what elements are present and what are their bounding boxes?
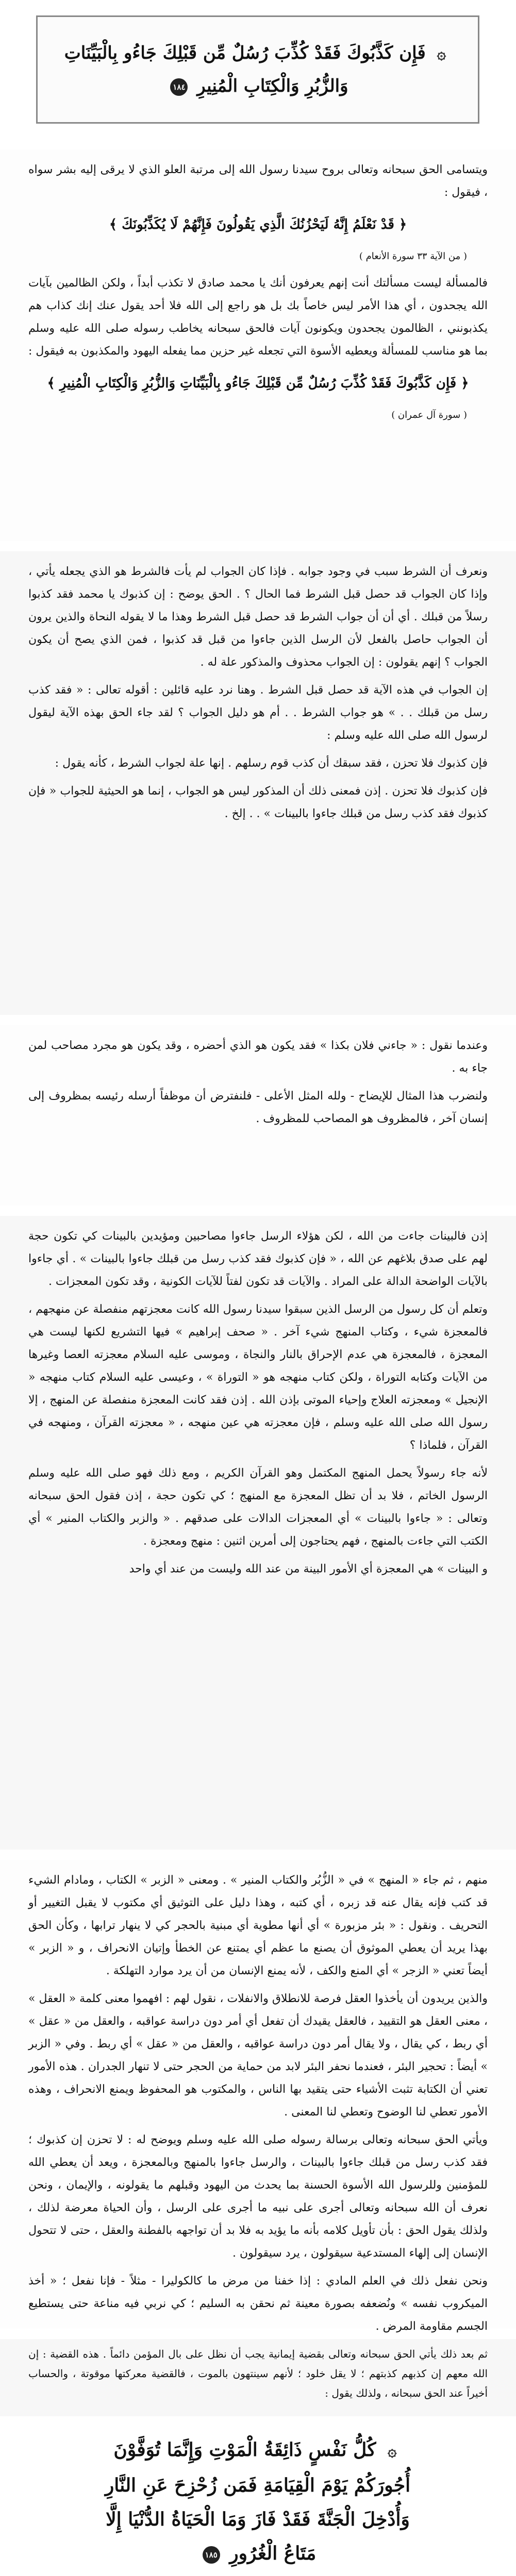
inline-verse: ﴿ قَدْ نَعْلَمُ إِنَّهُ لَيَحْزُنُكَ الَّذِي يَقُولُونَ فَإِنَّهُمْ لَا يُكَذِّبُونَكَ ﴾ [109,217,407,232]
ayah-number-badge: ١٨٥ [203,2546,220,2564]
footer-verse-frame [77,2421,438,2576]
text-block-5 [0,1860,516,2333]
verse-reference: ( من الآية ٣٣ سورة الأنعام ) [359,251,467,262]
paragraph: إذن فالبينات جاءت من الله ، لكن هؤلاء الرسل جاءوا مصاحبين ومؤيدين بالبينات كي تكون حجة لهم على صدق بلاغهم عن الله ، « فإن كذبوك فقد كذب رسل من قبلك جاءوا بالبينات » . أي جاءوا بالآيات الواضحة الدالة على المراد . والآيات قد تكون لفتاً للآيات الكونية ، وقد تكون المعجزات . [28,1230,488,1288]
paragraph: ويتسامى الحق سبحانه وتعالى بروح سيدنا رسول الله إلى مرتبة العلو الذي لا يرقى إليه بشر سواه ، فيقول : [28,163,488,199]
paragraph: إن الجواب في هذه الآية قد حصل قبل الشرط . وهنا نرد عليه قائلين : أقوله تعالى : « فقد كذب رسل من قبلك . . » هو جواب الشرط . . أم هو دليل الجواب ؟ لقد جاء الحق بهذه الآية ليقول لرسول الله صلى الله عليه وسلم : [28,684,488,742]
paragraph: ونحن نفعل ذلك في العلم المادي : إذا خفنا من مرض ما كالكوليرا - مثلاً - فإنا نفعل ؛ « أخذ الميكروب نفسه » ونُضعفه بصورة معينة ثم نحقن به السليم ؛ كي نربي فيه مناعة حتى يستطيع الجسم مقاومة المرض . [28,2275,488,2333]
paragraph: وتعلم أن كل رسول من الرسل الذين سبقوا سيدنا رسول الله كانت معجزتهم منفصلة عن منهجهم ، فالمعجزة شيء ، وكتاب المنهج شيء آخر . « صحف إبراهيم » فيها التشريع لكنها ليست هي المعجزة ، فالمعجزة هي عدم الإحراق بالنار والنجاة ، وموسى عليه السلام معجزته العصا وغيرها من الآيات وكتابه التوراة ، ولكن كتاب منهجه هو « التوراة » ، وعيسى عليه السلام كتاب منهجه « الإنجيل » ومعجزته العلاج وإحياء الموتى بإذن الله . إذن فقد كانت المعجزة منفصلة عن المنهج ، إلا رسول الله صلى الله عليه وسلم ، فإن معجزته هي عين منهجه ، « معجزته القرآن ، ومنهجه في القرآن ، فلماذا ؟ [28,1303,488,1452]
footer-verse-text: كُلُّ نَفْسٍ ذَائِقَةُ الْمَوْتِ وَإِنَّمَا تُوَفَّوْنَ أُجُورَكُمْ يَوْمَ الْقِيَامَةِ فَمَن زُحْزِحَ عَنِ النَّارِ وَأُدْخِلَ الْجَنَّةَ فَقَدْ فَازَ وَمَا الْحَيَاةُ الدُّنْيَا إِلَّا مَتَاعُ الْغُرُورِ [105,2438,411,2564]
paragraph: ولنضرب هذا المثال للإيضاح - ولله المثل الأعلى - فلنفترض أن موظفاً أرسله رئيسه بمظروف إلى إنسان آخر ، فالمظروف هو المصاحب للمظروف . [28,1090,488,1125]
paragraph: ويأتي الحق سبحانه وتعالى برسالة رسوله صلى الله عليه وسلم ويوضح له : لا تحزن إن كذبوك ؛ فقد كذب رسل من قبلك جاءوا بالبينات ، والرسل جاءوا بالمنهج وبالمعجزة ، ويعد أن يعطي الله للمؤمنين وللرسول الله الأسوة الحسنة بما يحدث من اليهود وقبلهم ما يقولونه ، والإيمان ، ونحن نعرف أن الله سبحانه وتعالى أجرى على نبيه ما أجرى على الرسل ، وأن الحياة معرضة لذلك ، ولذلك يقول الحق : بأن تأويل كلامه بأنه ما يؤيد به فلا بد أن تواجهه بالفطنة والعقل ، حتى لا تتحول الإنسان إلى إلهاء المستدعية سيقولون ، يرد سيقولون . [28,2133,488,2260]
header-verse-text: فَإِن كَذَّبُوكَ فَقَدْ كُذِّبَ رُسُلٌ مِّن قَبْلِكَ جَاءُو بِالْبَيِّنَاتِ وَالزُّبُرِ وَالْكِتَابِ الْمُنِيرِ [64,43,426,96]
paragraph: والذين يريدون أن يأخذوا العقل فرصة للانطلاق والانفلات ، نقول لهم : افهموا معنى كلمة « العقل » ، معنى العقل هو التقييد ، فالعقل يقيدك أن تفعل أي أمر دون دراسة عواقبه ، والعقل من « عقل » أي ربط ، كي يقال ، ولا يقال أمر دون دراسة عواقبه ، والعقل من « عقل » أي ربط . وفي « الزبر » أيضاً : تحجير البئر ، فعندما نحفر البئر لابد من حماية من الحجر حتى لا تنهار الجدران . هذه الأمور تعني أن الكتابة تثبت الأشياء حتى يتقيد بها الناس ، والمكتوب هو المحفوظ ويمنع الانحراف ، وهذه الأمور تعطي لنا الوضوح وتعطي لنا المعنى . [28,1992,488,2119]
paragraph: لأنه جاء رسولاً يحمل المنهج المكتمل وهو القرآن الكريم ، ومع ذلك فهو صلى الله عليه وسلم الرسول الخاتم ، فلا بد أن تظل المعجزة مع المنهج ؛ كي تكون حجة ، إذن فقول الحق سبحانه وتعالى : « جاءوا بالبينات » أي المعجزات الدالات على صدقهم . « والزبر والكتاب المنير » أي الكتب التي جاءت بالمنهج ، فهم يحتاجون إلى أمرين اثنين : منهج ومعجزة . [28,1467,488,1548]
footer-verse [77,2433,438,2570]
paragraph: و البينات » هي المعجزة أي الأمور البينة من عند الله وليست من عند أي واحد [129,1563,488,1575]
paragraph: فإن كذبوك فلا تحزن . إذن فمعنى ذلك أن المذكور ليس هو الجواب ، إنما هو الحيثية للجواب « فإن كذبوك فقد كذب رسل من قبلك جاءوا بالبينات » . . إلخ . [28,785,488,820]
text-block-6 [0,2339,516,2416]
paragraph: ونعرف أن الشرط سبب في وجود جوابه . فإذا كان الجواب لم يأت فالشرط هو الذي يجعله يأتي ، وإذا كان الجواب قد حصل قبل الشرط فما الحال ؟ . الحق يوضح : إن كذبوك يا محمد فقد كذبوا رسلاً من قبلك . أي أن أن جواب الشرط قد حصل قبل الشرط وهذا ما لا يقوله النحاة والذين يرون أن الجواب حاصل بالفعل لأن الرسل الذين جاءوا من قبل قد كذبوا ، فمن الذي يصح أن يكون الجواب ؟ إنهم يقولون : إن الجواب محذوف والمذكور علة له . [28,565,488,669]
text-block-2 [0,551,516,1015]
paragraph: وعندما نقول : « جاءني فلان بكذا » فقد يكون هو الذي أحضره ، وقد يكون هو مجرد مصاحب لمن جاء به . [28,1039,488,1075]
text-block-3 [0,1025,516,1206]
paragraph: فالمسألة ليست مسألتك أنت إنهم يعرفون أنك يا محمد صادق لا تكذب أبداً ، ولكن الظالمين بآيات الله يجحدون ، أي هذا الأمر ليس خاصاً بك بل هو راجع إلى الله فلا أحد يقول عنك إنك كذاب هم يكذبونني ، الظالمون يجحدون ويكونون آيات فالحق سبحانه يخاطب رسوله صلى الله عليه وسلم بما هو مناسب للمسألة ويعطيه الأسوة التي تجعله غير حزين مما يفعله اليهود والمكذبون به فيقول : [28,277,488,358]
ayah-number-badge: ١٨٤ [170,78,188,96]
text-block-1 [0,149,516,541]
paragraph: ثم بعد ذلك يأتي الحق سبحانه وتعالى بقضية إيمانية يجب أن نظل على بال المؤمن دائماً . هذه القضية : إن الله معهم إن كذبهم كذبتهم ؛ لا يقل خلود ؛ لأنهم سينتهون بالموت ، فالقضية معركتها موقوتة ، والحساب أخيراً عند الحق سبحانه ، ولذلك يقول : [28,2348,488,2399]
inline-verse: ﴿ فَإِن كَذَّبُوكَ فَقَدْ كُذِّبَ رُسُلٌ مِّن قَبْلِكَ جَاءُو بِالْبَيِّنَاتِ وَالزُّبُرِ وَالْكِتَابِ الْمُنِيرِ ﴾ [47,376,469,391]
verse-reference: ( سورة آل عمران ) [391,410,467,420]
text-block-4 [0,1216,516,1850]
ornament-icon: ۞ [388,2442,397,2460]
paragraph: فإن كذبوك فلا تحزن ، فقد سبقك أن كذب قوم رسلهم . إنها علة لجواب الشرط ، كأنه يقول : [55,757,488,770]
header-verse [38,37,478,102]
header-verse-frame [36,15,479,124]
ornament-icon: ۞ [437,45,446,63]
paragraph: منهم ، ثم جاء « المنهج » في « الزُّبُر والكتاب المنير » . ومعنى « الزبر » الكتاب ، ومادام الشيء قد كتب فإنه يقال عنه قد زبره ، أي كتبه ، وهذا دليل على التوثيق أي مكتوب لا يقبل التغيير أو التحريف . ونقول : « بئر مزبورة » أي أنها مطوية أي مبنية بالحجر كي لا ينهار ترابها ، وكأن الحق بهذا يريد أن يعطي الموثوق أن يصنع ما عظم أي يمتنع عن الخطأ وإتيان الانحراف ، و « الزبر » أيضاً تعني « الزجر » أي المنع والكف ، لأنه يمنع الإنسان من أن يرد موارد التهلكة . [28,1874,488,1977]
